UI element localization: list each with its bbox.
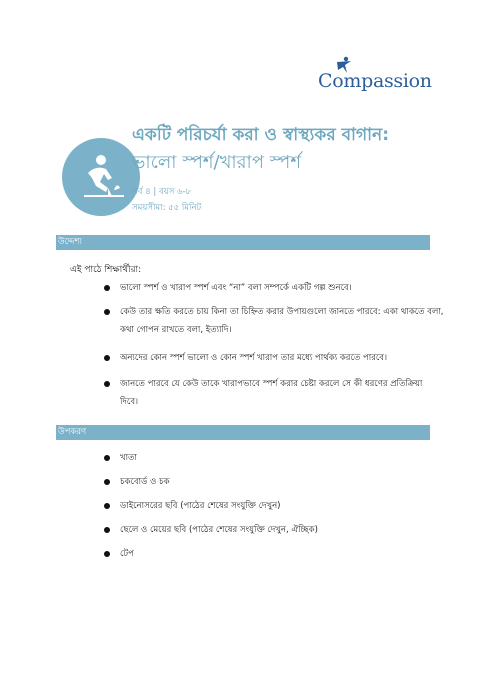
list-item: টেপ xyxy=(100,544,318,564)
bullet-icon xyxy=(104,355,110,361)
page-subtitle: ভালো স্পর্শ/খারাপ স্পর্শ xyxy=(132,152,301,173)
list-item: খাতা xyxy=(100,448,318,468)
objectives-heading: উদ্দেশ্য xyxy=(56,235,430,250)
bullet-icon xyxy=(104,381,110,387)
bullet-icon xyxy=(104,527,110,533)
objectives-intro: এই পাঠে শিক্ষার্থীরা: xyxy=(70,265,142,275)
bullet-icon xyxy=(104,309,110,315)
list-item: জানতে পারবে যে কেউ তাকে খারাপভাবে স্পর্শ করার চেষ্টা করলে সে কী ধরণের প্রতিক্রিয়া xyxy=(100,374,444,394)
list-item-continued: কথা গোপন রাখতে বলা, ইত্যাদি। xyxy=(120,325,232,335)
materials-heading: উপকরণ xyxy=(56,425,430,440)
list-item: চকবোর্ড ও চক xyxy=(100,472,318,492)
list-item: ভালো স্পর্শ ও খারাপ স্পর্শ এবং “না” বলা সম্পর্কে একটি গল্প শুনবে। xyxy=(100,278,444,298)
child-gardening-icon xyxy=(62,138,140,216)
list-item: ছেলে ও মেয়ের ছবি (পাঠের শেষের সংযুক্তি দেখুন, ঐচ্ছিক) xyxy=(100,520,318,540)
duration-meta: সময়সীমা: ৫৫ মিনিট xyxy=(132,203,202,213)
list-item: ডাইনোসরের ছবি (পাঠের শেষের সংযুক্তি দেখুন) xyxy=(100,496,318,516)
bullet-icon xyxy=(104,551,110,557)
list-item: অন্যদের কোন স্পর্শ ভালো ও কোন স্পর্শ খারাপ তার মধ্যে পার্থক্য করতে পারবে। xyxy=(100,348,444,368)
bullet-icon xyxy=(104,503,110,509)
objectives-list xyxy=(100,278,444,412)
logo-text: Compassion xyxy=(318,70,432,92)
list-item-continued: দিবে। xyxy=(120,397,139,407)
page-title: একটি পরিচর্যা করা ও স্বাস্থ্যকর বাগান: xyxy=(132,125,389,145)
bullet-icon xyxy=(104,285,110,291)
bullet-icon xyxy=(104,455,110,461)
lesson-meta: পর্ব ৪ | বয়স ৬-৮ xyxy=(132,187,192,197)
bullet-icon xyxy=(104,479,110,485)
list-item: কেউ তার ক্ষতি করতে চায় কিনা তা চিহ্নিত করার উপায়গুলো জানতে পারবে: একা থাকতে বলা, xyxy=(100,302,444,322)
compassion-logo xyxy=(318,56,434,100)
materials-list xyxy=(100,448,318,564)
